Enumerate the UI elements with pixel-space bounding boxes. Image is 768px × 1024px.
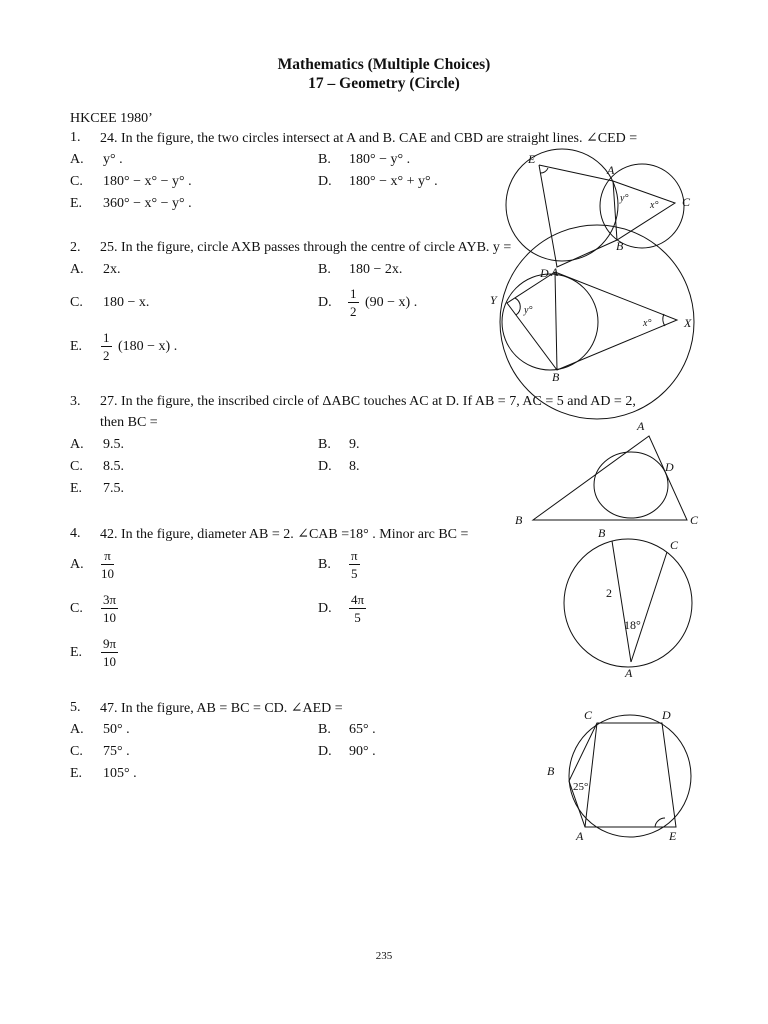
- label-angle: 18°: [624, 618, 641, 632]
- label-y-point: Y: [490, 293, 497, 307]
- option-letter: C.: [70, 459, 83, 474]
- option-a: y° .: [103, 152, 123, 167]
- option-b: 180° − y° .: [349, 152, 411, 167]
- label-y: y°: [620, 193, 629, 204]
- numerator: 1: [103, 330, 110, 345]
- label-b: B: [552, 370, 560, 384]
- option-c: 75° .: [103, 744, 130, 759]
- question-text: 27. In the figure, the inscribed circle of ΔABC touches AC at D. If AB = 7, AC = 5 and AD = 2,: [100, 394, 636, 409]
- label-x: x°: [650, 200, 659, 211]
- option-letter: E.: [70, 339, 83, 354]
- denominator: 10: [103, 610, 117, 625]
- option-letter: C.: [70, 744, 83, 759]
- option-letter: E.: [70, 645, 83, 660]
- option-letter: D.: [318, 295, 332, 310]
- label-y: y°: [524, 305, 533, 316]
- option-letter: D.: [318, 744, 332, 759]
- option-c: 180 − x.: [103, 295, 150, 310]
- option-c: 8.5.: [103, 459, 124, 474]
- label-a: A: [607, 163, 615, 177]
- option-d: 90° .: [349, 744, 376, 759]
- numerator: 1: [350, 286, 357, 301]
- option-e: 7.5.: [103, 481, 124, 496]
- label-b: B: [616, 239, 624, 253]
- option-d: 8.: [349, 459, 360, 474]
- label-length: 2: [606, 586, 612, 600]
- option-a: 9.5.: [103, 437, 124, 452]
- denominator: 10: [101, 566, 114, 581]
- option-letter: C.: [70, 174, 83, 189]
- label-a: A: [551, 265, 559, 279]
- label-b: B: [598, 526, 606, 540]
- question-number: 3.: [70, 394, 81, 409]
- polygon-abcde: [569, 723, 676, 827]
- option-letter: E.: [70, 481, 83, 496]
- denominator: 10: [103, 654, 117, 669]
- option-a: 50° .: [103, 722, 130, 737]
- option-b: 180 − 2x.: [349, 262, 403, 277]
- numerator: π: [101, 547, 114, 565]
- question-text: 25. In the figure, circle AXB passes through the centre of circle AYB. y =: [100, 240, 512, 255]
- option-letter: D.: [318, 459, 332, 474]
- question-number: 4.: [70, 526, 81, 541]
- label-x-point: X: [684, 316, 692, 330]
- page-subtitle: 17 – Geometry (Circle): [308, 75, 460, 92]
- option-letter: A.: [70, 437, 84, 452]
- label-e: E: [528, 152, 536, 166]
- option-letter: E.: [70, 196, 83, 211]
- label-x: x°: [643, 318, 652, 329]
- option-letter: C.: [70, 295, 83, 310]
- label-d: D: [665, 460, 674, 474]
- option-letter: B.: [318, 557, 331, 572]
- page-title: Mathematics (Multiple Choices): [277, 56, 491, 73]
- label-c: C: [690, 513, 699, 527]
- option-letter: D.: [318, 174, 332, 189]
- label-d: D: [662, 708, 671, 722]
- chord-ca: [585, 723, 597, 827]
- option-letter: A.: [70, 262, 84, 277]
- label-c: C: [670, 538, 679, 552]
- option-letter: B.: [318, 437, 331, 452]
- label-e: E: [669, 829, 677, 843]
- question-number: 2.: [70, 240, 81, 255]
- question-number: 1.: [70, 130, 81, 145]
- question-text: 42. In the figure, diameter AB = 2. ∠CAB =18° . Minor arc BC =: [100, 527, 469, 542]
- denominator: 2: [103, 348, 110, 363]
- option-letter: B.: [318, 722, 331, 737]
- numerator: 4π: [351, 592, 365, 607]
- question-text: 24. In the figure, the two circles intersect at A and B. CAE and CBD are straight lines. ∠CED =: [100, 131, 638, 146]
- option-c: 180° − x° − y° .: [103, 174, 192, 189]
- question-text-cont: then BC =: [100, 415, 158, 430]
- option-e: 105° .: [103, 766, 137, 781]
- label-c: C: [682, 195, 691, 209]
- option-d: (90 − x) .: [365, 295, 418, 310]
- option-letter: B.: [318, 262, 331, 277]
- numerator: π: [351, 548, 358, 563]
- numerator: 3π: [103, 592, 117, 607]
- denominator: 5: [354, 610, 361, 625]
- option-letter: E.: [70, 766, 83, 781]
- option-letter: A.: [70, 557, 84, 572]
- numerator: 9π: [103, 636, 117, 651]
- option-e: 360° − x° − y° .: [103, 196, 192, 211]
- option-letter: A.: [70, 152, 84, 167]
- option-letter: A.: [70, 722, 84, 737]
- exam-label: HKCEE 1980’: [70, 111, 153, 126]
- label-a: A: [625, 666, 633, 680]
- option-b: 65° .: [349, 722, 376, 737]
- label-c: C: [584, 708, 593, 722]
- label-b: B: [515, 513, 523, 527]
- label-b: B: [547, 764, 555, 778]
- circle: [569, 715, 691, 837]
- denominator: 2: [350, 304, 357, 319]
- denominator: 5: [351, 566, 358, 581]
- angle-mark-e: [655, 818, 665, 827]
- label-a: A: [576, 829, 584, 843]
- option-e: (180 − x) .: [118, 339, 178, 354]
- page-number: 235: [375, 950, 393, 962]
- option-letter: B.: [318, 152, 331, 167]
- label-d: D: [540, 266, 549, 280]
- option-a: 2x.: [103, 262, 121, 277]
- question-number: 5.: [70, 700, 81, 715]
- option-letter: D.: [318, 601, 332, 616]
- option-d: 180° − x° + y° .: [349, 174, 438, 189]
- label-a: A: [637, 419, 645, 433]
- label-angle: 25°: [573, 781, 589, 793]
- option-b: 9.: [349, 437, 360, 452]
- question-text: 47. In the figure, AB = BC = CD. ∠AED =: [100, 701, 343, 716]
- option-letter: C.: [70, 601, 83, 616]
